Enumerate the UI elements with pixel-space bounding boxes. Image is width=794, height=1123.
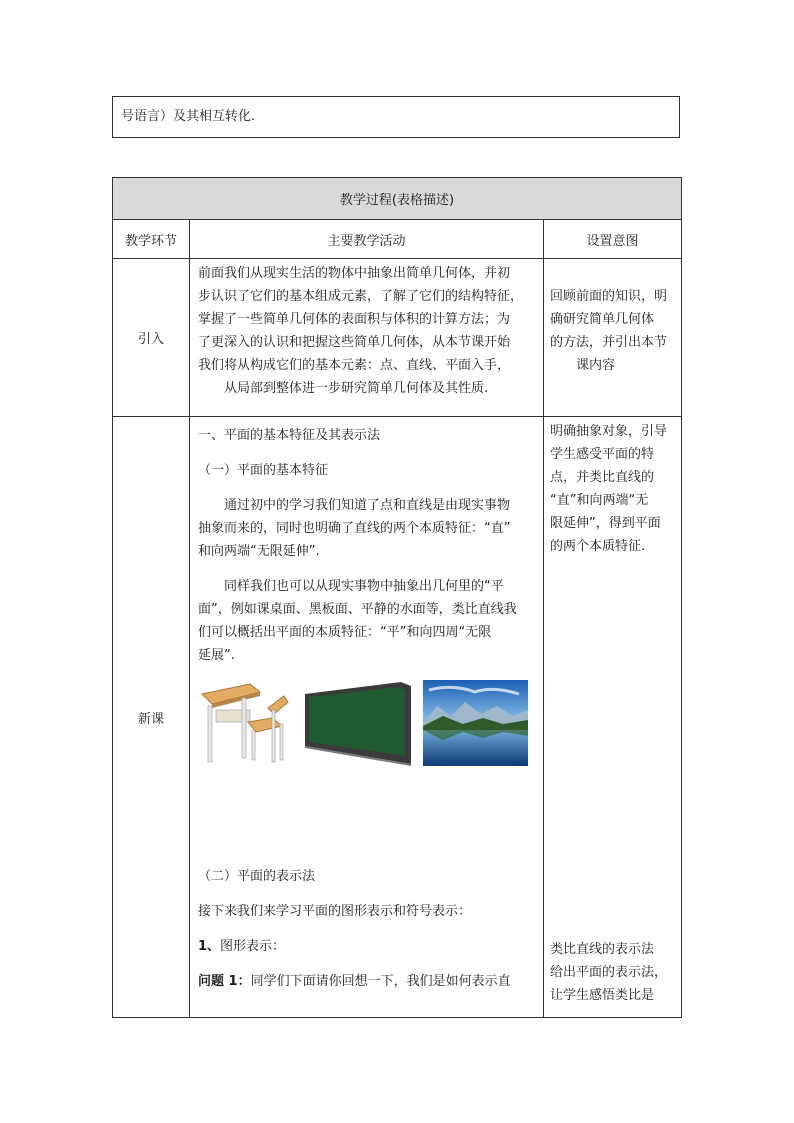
paragraph-line: 面”，例如课桌面、黑板面、平静的水面等，类比直线我 xyxy=(198,602,517,617)
stage-newlesson: 新课 xyxy=(113,417,190,1018)
intent-line: 类比直线的表示法 xyxy=(550,942,655,957)
intent-line: 回顾前面的知识，明 xyxy=(550,289,668,304)
intent-line: 课内容 xyxy=(576,358,616,373)
question xyxy=(198,970,535,993)
intro-line: 掌握了一些简单几何体的表面积与体积的计算方法；为 xyxy=(198,312,511,327)
question-text: 同学们下面请你回想一下，我们是如何表示直 xyxy=(250,974,511,989)
table-title: 教学过程(表格描述) xyxy=(113,178,682,220)
intent-line: 点，并类比直线的 xyxy=(550,470,655,485)
paragraph-line: 们可以概括出平面的本质特征：“平”和向四周“无限 xyxy=(198,625,492,640)
lake-illustration xyxy=(423,680,528,766)
list-item xyxy=(198,935,535,958)
item-text: 图形表示： xyxy=(220,939,286,954)
intent-line: 的两个本质特征. xyxy=(550,539,646,554)
subsection-heading: （一）平面的基本特征 xyxy=(198,463,329,478)
header-activity: 主要教学活动 xyxy=(190,220,544,259)
intro-line: 我们将从构成它们的基本元素：点、直线、平面入手， xyxy=(198,358,511,373)
intent-line: 明确抽象对象，引导 xyxy=(550,424,668,439)
subsection-heading: （二）平面的表示法 xyxy=(198,869,316,884)
item-label: 1、 xyxy=(198,939,221,954)
intro-line: 步认识了它们的基本组成元素，了解了它们的结构特征， xyxy=(198,289,524,304)
section-heading: 一、平面的基本特征及其表示法 xyxy=(198,428,381,443)
paragraph-line: 和向两端“无限延伸”. xyxy=(198,544,320,559)
paragraph-line: 接下来我们来学习平面的图形表示和符号表示： xyxy=(198,904,472,919)
fragment-text: 号语言）及其相互转化. xyxy=(121,109,256,124)
blackboard-illustration xyxy=(305,680,412,766)
teaching-process-table xyxy=(112,177,682,1018)
paragraph-line: 同样我们也可以从现实事物中抽象出几何里的“平 xyxy=(224,579,504,594)
intent-line: 确研究简单几何体 xyxy=(550,312,655,327)
intro-activity xyxy=(190,259,544,417)
stage-intro: 引入 xyxy=(113,259,190,417)
example-images xyxy=(198,680,535,768)
newlesson-intent xyxy=(544,417,682,1018)
intent-line: 的方法，并引出本节 xyxy=(550,335,668,350)
intro-line: 了更深入的认识和把握这些简单几何体，从本节课开始 xyxy=(198,335,511,350)
intent-line: 让学生感悟类比是 xyxy=(550,988,655,1003)
intent-line: “直”和向两端“无 xyxy=(550,493,649,508)
intent-line: 学生感受平面的特 xyxy=(550,447,655,462)
header-stage: 教学环节 xyxy=(113,220,190,259)
intro-intent xyxy=(544,259,682,417)
lake-photo xyxy=(423,680,528,766)
paragraph-line: 通过初中的学习我们知道了点和直线是由现实事物 xyxy=(224,498,511,513)
intro-line: 前面我们从现实生活的物体中抽象出简单几何体，并初 xyxy=(198,266,511,281)
intent-line: 限延伸”，得到平面 xyxy=(550,516,661,531)
question-label: 问题 1： xyxy=(198,974,251,989)
previous-table-fragment xyxy=(112,96,680,138)
header-intent: 设置意图 xyxy=(544,220,682,259)
blackboard-photo xyxy=(305,680,412,766)
newlesson-activity xyxy=(190,417,544,1018)
desk-chair-illustration xyxy=(198,680,294,766)
intro-line: 从局部到整体进一步研究简单几何体及其性质. xyxy=(224,381,489,396)
paragraph-line: 延展”. xyxy=(198,648,235,663)
desk-photo xyxy=(198,680,294,766)
intent-line: 给出平面的表示法， xyxy=(550,965,668,980)
paragraph-line: 抽象而来的，同时也明确了直线的两个本质特征：“直” xyxy=(198,521,511,536)
